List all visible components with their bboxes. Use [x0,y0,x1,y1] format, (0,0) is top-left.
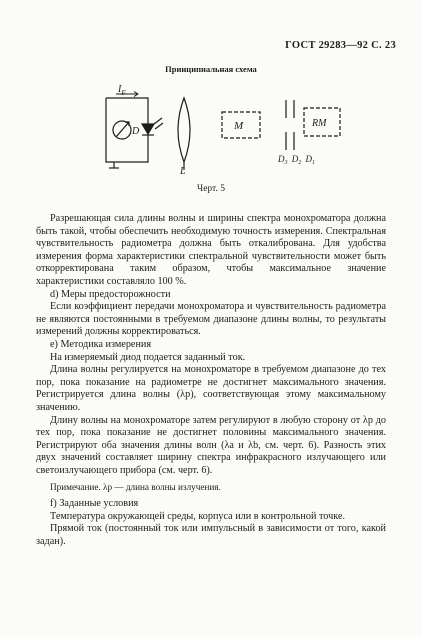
schema-title: Принципиальная схема [165,64,257,74]
paragraph: Длина волны регулируется на монохроматоре в требуемом диапазоне до тех пор, пока показание на радиометре не достигнет максимального значения. Регистрируется длина волны (λp), соответствующая этому максимальному значению. [36,364,386,413]
page-header: ГОСТ 29283—92 С. 23 [285,40,396,51]
section-heading: f) Заданные условия [50,498,139,510]
diode-label: D [132,126,140,137]
paragraph: Температура окружающей среды, корпуса или в контрольной точке. [50,510,346,522]
circuit-diagram [92,84,352,176]
paragraph: На измеряемый диод подается заданный ток. [50,351,246,363]
section-heading: e) Методика измерения [50,338,152,350]
note: Примечание. λp — длина волны излучения. [50,482,221,493]
body-text [36,213,386,548]
figure-caption: Черт. 5 [197,184,225,194]
radiometer-label: RM [312,118,327,129]
paragraph: Прямой ток (постоянный ток или импульсный в зависимости от того, какой задан). [36,523,386,547]
paragraph: Разрешающая сила длины волны и ширины спектра монохроматора должна быть такой, чтобы обеспечить необходимую точность измерения. Спектральная чувствительность радиометра должна быть откалиброванa. Для удобства измерения форма характеристики спектральной чувствительности может быть откорректирована таким образом, чтобы максимальное значение характеристики составляло 100 %. [36,213,386,287]
paragraph: Если коэффициент передачи монохроматора и чувствительность радиометра не являются постоянными в требуемом диапазоне длины волны, то результаты измерений должны корректироваться. [36,301,386,338]
section-heading: d) Меры предосторожности [50,288,171,300]
paragraph: Длину волны на монохроматоре затем регулируют в любую сторону от λp до тех пор, пока показание не достигнет половины максимального значения. Регистрируют оба значения длины волн (λa и λb, см. черт. 6). Разность этих двух значений составляет ширину спектра инфракрасного излучающего или светоизлучающего прибора (см. черт. 6). [36,414,386,476]
lens-label: L [180,166,186,176]
monochromator-label: M [234,120,244,132]
current-label: $I_F$ [118,84,126,97]
slit-labels: $D_3$ $D_2$ $D_1$ [278,154,315,166]
